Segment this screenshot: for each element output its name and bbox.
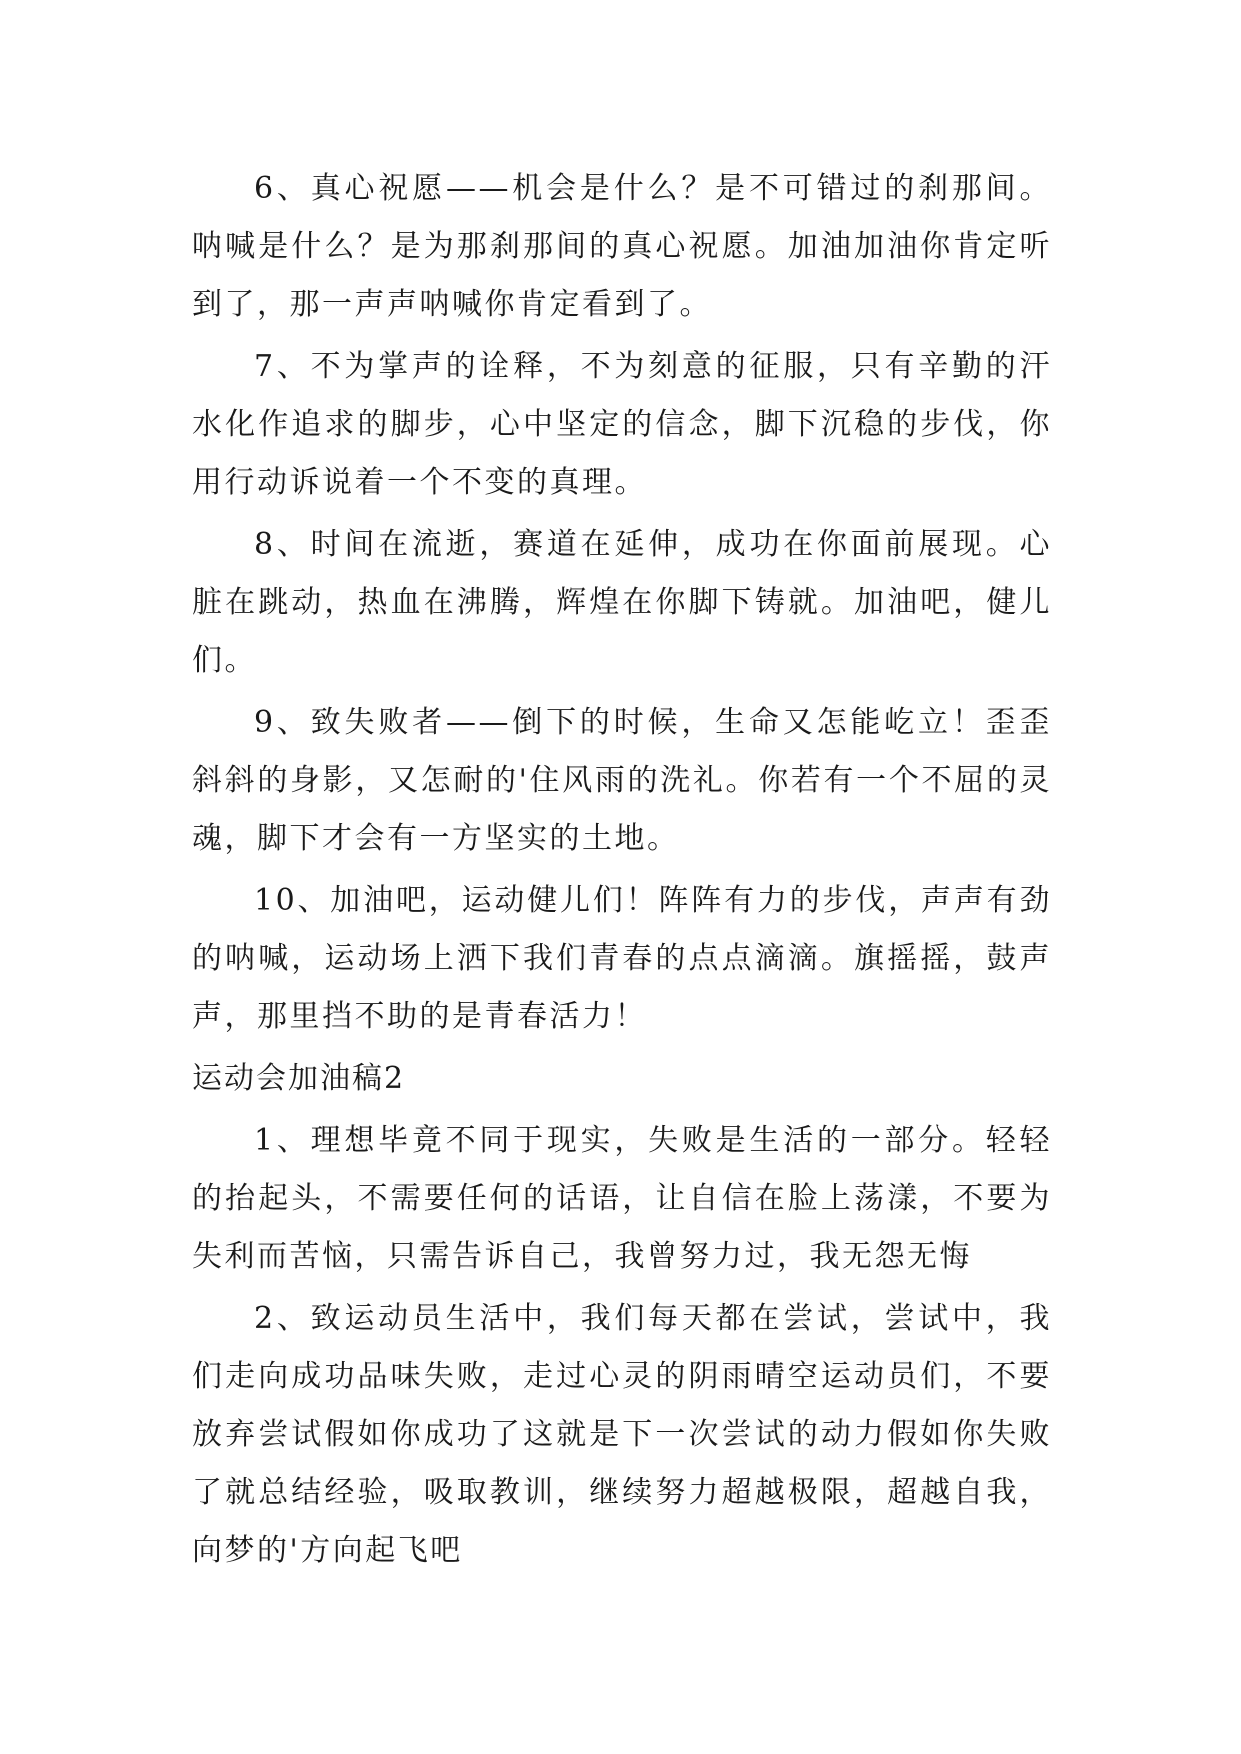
- paragraph-7: 7、不为掌声的诠释，不为刻意的征服，只有辛勤的汗水化作追求的脚步，心中坚定的信念，脚下沉稳的步伐，你用行动诉说着一个不变的真理。: [192, 349, 1052, 500]
- paragraph-2: 2、致运动员生活中，我们每天都在尝试，尝试中，我们走向成功品味失败，走过心灵的阴雨晴空运动员们，不要放弃尝试假如你成功了这就是下一次尝试的动力假如你失败了就总结经验，吸取教训，继续努力超越极限，超越自我，向梦的'方向起飞吧: [192, 1301, 1052, 1568]
- paragraph-6: 6、真心祝愿——机会是什么？是不可错过的刹那间。呐喊是什么？是为那刹那间的真心祝愿。加油加油你肯定听到了，那一声声呐喊你肯定看到了。: [192, 171, 1052, 322]
- section-heading: 运动会加油稿2: [192, 1061, 406, 1096]
- paragraph-1: 1、理想毕竟不同于现实，失败是生活的一部分。轻轻的抬起头，不需要任何的话语，让自信在脸上荡漾，不要为失利而苦恼，只需告诉自己，我曾努力过，我无怨无悔: [192, 1123, 1052, 1274]
- document-body: [192, 160, 1052, 1584]
- paragraph-10: 10、加油吧，运动健儿们！阵阵有力的步伐，声声有劲的呐喊，运动场上洒下我们青春的点点滴滴。旗摇摇，鼓声声，那里挡不助的是青春活力！: [192, 883, 1052, 1034]
- paragraph-9: 9、致失败者——倒下的时候，生命又怎能屹立！歪歪斜斜的身影，又怎耐的'住风雨的洗礼。你若有一个不屈的灵魂，脚下才会有一方坚实的土地。: [192, 705, 1052, 856]
- paragraph-8: 8、时间在流逝，赛道在延伸，成功在你面前展现。心脏在跳动，热血在沸腾，辉煌在你脚下铸就。加油吧，健儿们。: [192, 527, 1052, 678]
